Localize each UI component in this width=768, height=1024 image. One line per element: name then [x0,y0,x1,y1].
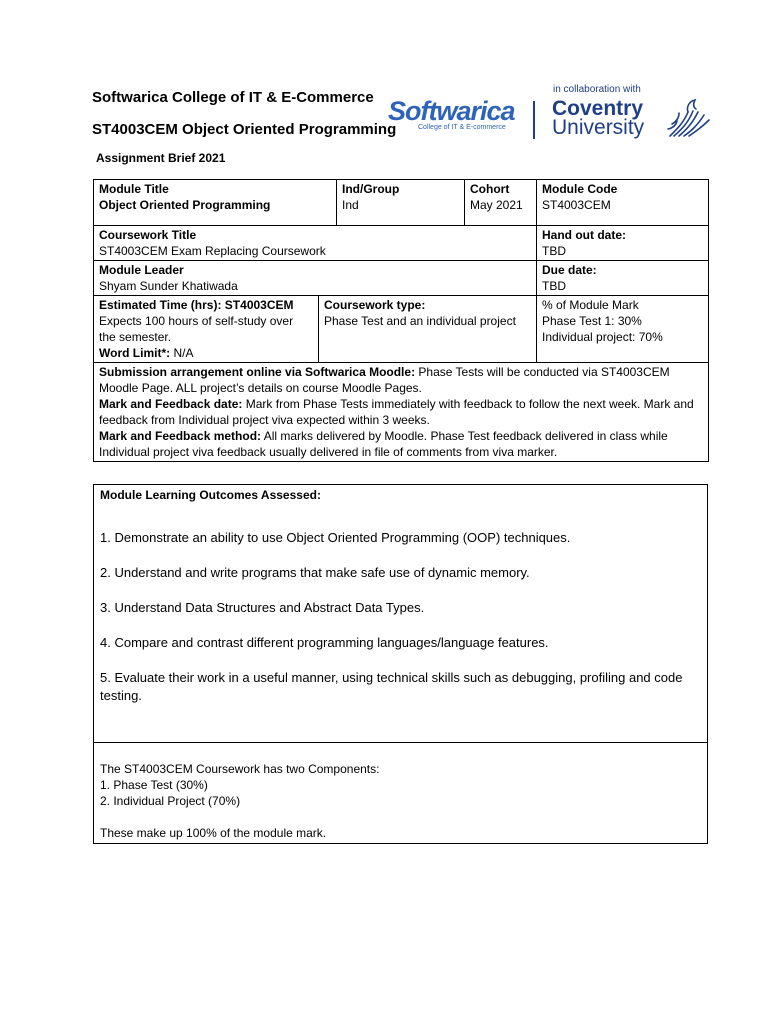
components-cell [94,743,708,844]
estimated-time-cell [94,296,319,363]
submission-value: Phase Tests will be conducted via ST4003CEM Moodle Page. ALL project’s details on course Moodle Pages. [99,365,670,395]
ind-group-value: Ind [342,198,359,212]
module-mark-cell [537,296,709,363]
learning-outcome-5: 5. Evaluate their work in a useful manner, using technical skills such as debugging, profiling and code testing. [100,670,683,703]
estimated-time-label: Estimated Time (hrs): ST4003CEM [99,298,294,312]
collaboration-text: in collaboration with [553,84,641,95]
hand-out-date-cell [537,226,709,261]
college-title: Softwarica College of IT & E-Commerce [92,89,374,106]
assignment-details-table [93,179,709,462]
learning-outcomes-table [93,484,708,844]
hand-out-date-value: TBD [542,244,566,258]
estimated-time-value: Expects 100 hours of self-study over the semester. [99,314,294,344]
coursework-title-label: Coursework Title [99,228,197,242]
module-title-value: Object Oriented Programming [99,198,271,212]
due-date-cell [537,261,709,296]
coursework-title-cell [94,226,537,261]
learning-outcome-3: 3. Understand Data Structures and Abstract Data Types. [100,600,425,615]
module-title-cell [94,180,337,226]
learning-outcomes-cell [94,485,708,743]
coursework-type-label: Coursework type: [324,298,426,312]
softwarica-logo-tagline: College of IT & E-commerce [418,124,506,131]
component-phase-test: 1. Phase Test (30%) [100,778,208,792]
feedback-date-label: Mark and Feedback date: [99,397,243,411]
coventry-logo [552,84,722,144]
coursework-type-cell [319,296,537,363]
module-leader-value: Shyam Sunder Khatiwada [99,279,238,293]
ind-group-cell [337,180,465,226]
coventry-logo-wordmark: Coventry [552,97,644,120]
word-limit-label: Word Limit*: [99,346,171,360]
coursework-type-value: Phase Test and an individual project [324,314,516,328]
learning-outcome-4: 4. Compare and contrast different programming languages/language features. [100,635,549,650]
hand-out-date-label: Hand out date: [542,228,626,242]
feedback-date-value: Mark from Phase Tests immediately with feedback to follow the next week. Mark and feedback from Individual project viva expected within 3 weeks. [99,397,694,427]
module-heading: ST4003CEM Object Oriented Programming [92,121,397,138]
components-footer: These make up 100% of the module mark. [100,826,327,840]
module-code-value: ST4003CEM [542,198,611,212]
cohort-cell [465,180,537,226]
submission-feedback-cell [94,363,709,462]
module-leader-label: Module Leader [99,263,184,277]
feedback-method-label: Mark and Feedback method: [99,429,262,443]
cohort-label: Cohort [470,182,510,196]
component-individual-project: 2. Individual Project (70%) [100,794,241,808]
cohort-value: May 2021 [470,198,523,212]
module-mark-label: % of Module Mark [542,298,639,312]
softwarica-logo [388,96,524,140]
module-mark-individual: Individual project: 70% [542,330,663,344]
due-date-value: TBD [542,279,566,293]
coursework-title-value: ST4003CEM Exam Replacing Coursework [99,244,326,258]
ind-group-label: Ind/Group [342,182,400,196]
learning-outcome-2: 2. Understand and write programs that make safe use of dynamic memory. [100,565,530,580]
module-code-label: Module Code [542,182,618,196]
assignment-brief-heading: Assignment Brief 2021 [96,151,226,165]
learning-outcomes-title: Module Learning Outcomes Assessed: [100,488,321,502]
learning-outcome-1: 1. Demonstrate an ability to use Object Oriented Programming (OOP) techniques. [100,530,571,545]
components-intro: The ST4003CEM Coursework has two Components: [100,762,380,776]
phoenix-icon [664,98,712,140]
softwarica-logo-wordmark: Softwarica [388,96,515,126]
logo-divider [533,101,535,139]
feedback-method-value: All marks delivered by Moodle. Phase Test feedback delivered in class while Individual project viva feedback usually delivered in file of comments from viva marker. [99,429,668,459]
module-code-cell [537,180,709,226]
word-limit-value: N/A [173,346,194,360]
module-title-label: Module Title [99,182,169,196]
coventry-logo-university: University [552,116,645,139]
due-date-label: Due date: [542,263,597,277]
submission-label: Submission arrangement online via Softwarica Moodle: [99,365,416,379]
module-mark-phase-test: Phase Test 1: 30% [542,314,642,328]
module-leader-cell [94,261,537,296]
